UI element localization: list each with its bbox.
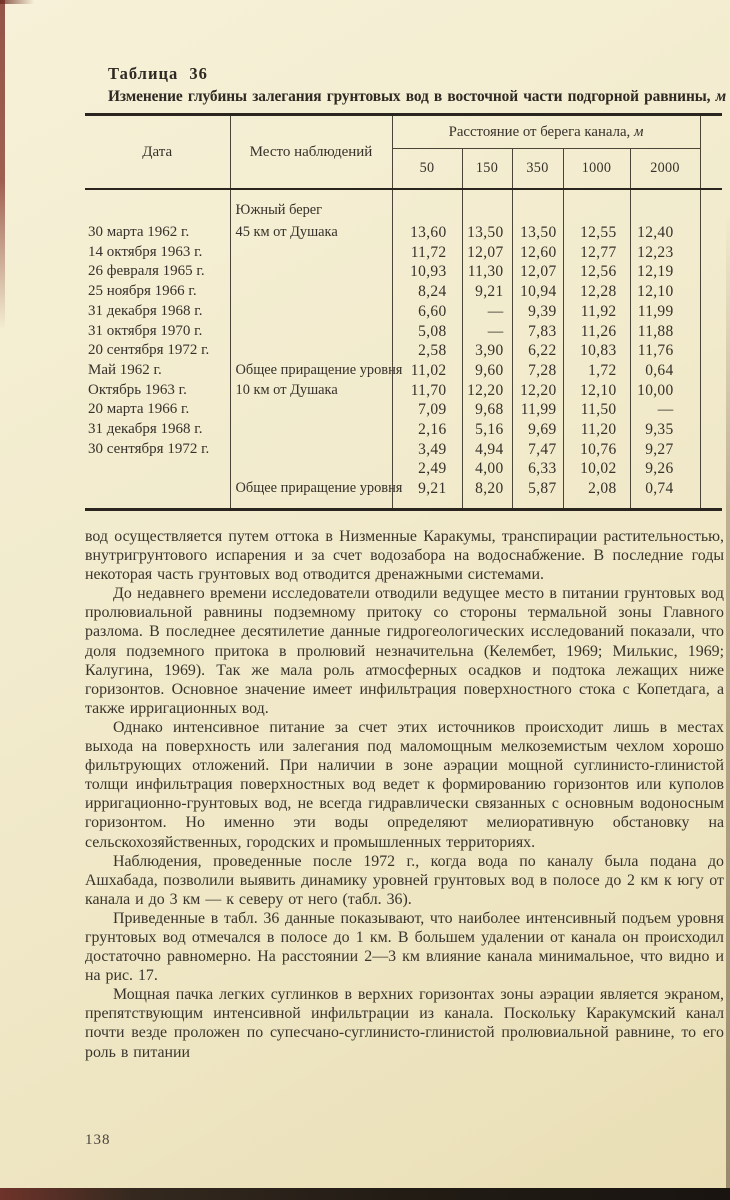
- table-row: [85, 302, 722, 322]
- gutter-cell: [700, 243, 722, 263]
- value-cell: 11,76: [630, 341, 700, 361]
- place-cell: [230, 282, 392, 302]
- table-caption-text: Изменение глубины залегания грунтовых вод в восточной части подгорной равнины,: [108, 88, 716, 105]
- scan-edge-left: [0, 0, 5, 330]
- date-cell: 20 марта 1966 г.: [85, 400, 230, 420]
- value-cell: 9,27: [630, 440, 700, 460]
- value-cell: 11,88: [630, 322, 700, 342]
- value-cell: 11,20: [563, 420, 630, 440]
- gutter-cell: [700, 302, 722, 322]
- column-header-distance-150: 150: [462, 149, 512, 190]
- value-cell: 12,10: [563, 381, 630, 401]
- value-cell: 6,33: [512, 459, 563, 479]
- date-cell: [85, 459, 230, 479]
- date-cell: 31 октября 1970 г.: [85, 322, 230, 342]
- value-cell: 11,92: [563, 302, 630, 322]
- value-cell: 7,28: [512, 361, 563, 381]
- table-row: [85, 420, 722, 440]
- value-cell: 9,35: [630, 420, 700, 440]
- page-number: 138: [85, 1132, 111, 1148]
- value-cell: 2,49: [392, 459, 462, 479]
- place-cell: [230, 322, 392, 342]
- paragraph: Наблюдения, проведенные после 1972 г., когда вода по каналу была подана до Ашхабада, позволили выявить динамику уровней грунтовых вод в полосе до 2 км к югу от канала и до 3 км — к северу от него (табл. 36).: [85, 852, 724, 908]
- column-header-distance-1000: 1000: [563, 149, 630, 190]
- groundwater-depth-table: [85, 113, 722, 511]
- table-row: [85, 189, 722, 223]
- value-cell: 12,55: [563, 223, 630, 243]
- table-caption-unit: м: [715, 88, 727, 105]
- table-row: [85, 282, 722, 302]
- gutter-cell: [700, 361, 722, 381]
- date-cell: [85, 189, 230, 223]
- value-cell: 11,30: [462, 262, 512, 282]
- table-row: [85, 322, 722, 342]
- scan-edge-top-left: [0, 0, 34, 4]
- value-cell: 2,08: [563, 479, 630, 509]
- value-cell: 6,22: [512, 341, 563, 361]
- table-row: [85, 459, 722, 479]
- gutter-cell: [700, 400, 722, 420]
- place-cell: [230, 243, 392, 263]
- value-cell: [512, 189, 563, 223]
- date-cell: Май 1962 г.: [85, 361, 230, 381]
- table-row: [85, 223, 722, 243]
- value-cell: 9,39: [512, 302, 563, 322]
- value-cell: 12,77: [563, 243, 630, 263]
- table-row: [85, 440, 722, 460]
- value-cell: 9,26: [630, 459, 700, 479]
- value-cell: 10,83: [563, 341, 630, 361]
- value-cell: 3,49: [392, 440, 462, 460]
- value-cell: 8,20: [462, 479, 512, 509]
- date-cell: Октябрь 1963 г.: [85, 381, 230, 401]
- date-cell: 30 сентября 1972 г.: [85, 440, 230, 460]
- table-row: [85, 262, 722, 282]
- date-cell: [85, 479, 230, 509]
- value-cell: 7,47: [512, 440, 563, 460]
- value-cell: 11,72: [392, 243, 462, 263]
- value-cell: 10,94: [512, 282, 563, 302]
- value-cell: 12,07: [512, 262, 563, 282]
- value-cell: 0,74: [630, 479, 700, 509]
- value-cell: [563, 189, 630, 223]
- place-cell: 45 км от Душака: [230, 223, 392, 243]
- column-header-distance-50: 50: [392, 149, 462, 190]
- gutter-cell: [700, 459, 722, 479]
- gutter-cell: [700, 381, 722, 401]
- value-cell: 9,68: [462, 400, 512, 420]
- value-cell: 5,87: [512, 479, 563, 509]
- table-label: Таблица 36: [108, 64, 208, 83]
- value-cell: 9,21: [462, 282, 512, 302]
- column-header-place: Место наблюдений: [230, 115, 392, 190]
- value-cell: 10,93: [392, 262, 462, 282]
- value-cell: 9,69: [512, 420, 563, 440]
- value-cell: 12,40: [630, 223, 700, 243]
- value-cell: 2,16: [392, 420, 462, 440]
- value-cell: —: [630, 400, 700, 420]
- date-cell: 14 октября 1963 г.: [85, 243, 230, 263]
- value-cell: 13,50: [512, 223, 563, 243]
- distance-group-text: Расстояние от берега канала,: [448, 123, 634, 140]
- value-cell: 10,76: [563, 440, 630, 460]
- distance-group-unit: м: [633, 123, 644, 140]
- table-row: [85, 400, 722, 420]
- value-cell: 6,60: [392, 302, 462, 322]
- gutter-cell: [700, 341, 722, 361]
- column-header-distance-group: [392, 115, 700, 149]
- table-row: [85, 361, 722, 381]
- gutter-cell: [700, 223, 722, 243]
- table-right-gutter: [700, 115, 722, 190]
- date-cell: 25 ноября 1966 г.: [85, 282, 230, 302]
- place-cell: Южный берег: [230, 189, 392, 223]
- gutter-cell: [700, 479, 722, 509]
- gutter-cell: [700, 262, 722, 282]
- value-cell: 11,99: [630, 302, 700, 322]
- date-cell: 30 марта 1962 г.: [85, 223, 230, 243]
- value-cell: 10,02: [563, 459, 630, 479]
- paragraph: Однако интенсивное питание за счет этих источников происходит лишь в местах выхода на поверхность или залегания под маломощным мелкоземистым чехлом хорошо фильтрующих отложений. При наличии в зоне аэрации мощной суглинисто-глинистой толщи инфильтрация поверхностных вод ведет к формированию горизонтов или куполов ирригационно-грунтовых вод, не всегда гидравлически связанных с основным водоносным горизонтом. Но именно эти воды определяют мелиоративную обстановку на сельскохозяйственных, городских и промышленных территориях.: [85, 718, 724, 851]
- value-cell: 12,07: [462, 243, 512, 263]
- value-cell: 11,99: [512, 400, 563, 420]
- date-cell: 31 декабря 1968 г.: [85, 302, 230, 322]
- value-cell: 4,94: [462, 440, 512, 460]
- value-cell: 11,26: [563, 322, 630, 342]
- column-header-distance-2000: 2000: [630, 149, 700, 190]
- paragraph: вод осуществляется путем оттока в Низменные Каракумы, транспирации растительностью, внутригрунтового испарения и за счет водозабора на водоснабжение. В последние годы некоторая часть грунтовых вод отводится дренажными системами.: [85, 528, 724, 584]
- value-cell: 12,23: [630, 243, 700, 263]
- gutter-cell: [700, 322, 722, 342]
- value-cell: [462, 189, 512, 223]
- table-row: [85, 479, 722, 509]
- date-cell: 20 сентября 1972 г.: [85, 341, 230, 361]
- value-cell: —: [462, 302, 512, 322]
- article-text: [85, 527, 724, 1062]
- value-cell: 5,16: [462, 420, 512, 440]
- value-cell: 9,21: [392, 479, 462, 509]
- place-cell: [230, 302, 392, 322]
- paragraph: Мощная пачка легких суглинков в верхних горизонтах зоны аэрации является экраном, препятствующим интенсивной инфильтрации из канала. Поскольку Каракумский канал почти везде проложен по супесчано-суглинисто-глинистой пролювиальной равнине, то его роль в питании: [85, 986, 724, 1061]
- value-cell: 11,50: [563, 400, 630, 420]
- table-row: [85, 243, 722, 263]
- place-cell: [230, 400, 392, 420]
- value-cell: 13,50: [462, 223, 512, 243]
- value-cell: 10,00: [630, 381, 700, 401]
- value-cell: 12,60: [512, 243, 563, 263]
- table-body: [85, 189, 722, 509]
- value-cell: 2,58: [392, 341, 462, 361]
- value-cell: 5,08: [392, 322, 462, 342]
- value-cell: [630, 189, 700, 223]
- place-cell: [230, 440, 392, 460]
- scan-edge-bottom: [0, 1188, 730, 1200]
- column-header-distance-350: 350: [512, 149, 563, 190]
- value-cell: 3,90: [462, 341, 512, 361]
- value-cell: 13,60: [392, 223, 462, 243]
- value-cell: 9,60: [462, 361, 512, 381]
- place-cell: [230, 262, 392, 282]
- value-cell: 7,09: [392, 400, 462, 420]
- paragraph: Приведенные в табл. 36 данные показывают, что наиболее интенсивный подъем уровня грунтовых вод отмечался в полосе до 1 км. В большем удалении от канала он происходил достаточно равномерно. На расстоянии 2—3 км влияние канала минимальное, что видно и на рис. 17.: [85, 909, 724, 985]
- paragraph: До недавнего времени исследователи отводили ведущее место в питании грунтовых вод пролювиальной равнины подземному притоку со стороны термальной зоны Главного разлома. В последнее десятилетие данные гидрогеологических исследований показали, что доля подземного притока в пролювий незначительна (Келембет, 1969; Милькис, 1969; Калугина, 1969). Так же мала роль атмосферных осадков и подтока лежащих ниже горизонтов. Основное значение имеет инфильтрация поверхностного стока с Копетдага, а также ирригационных вод.: [85, 585, 724, 717]
- value-cell: 12,20: [462, 381, 512, 401]
- value-cell: 0,64: [630, 361, 700, 381]
- column-header-date: Дата: [85, 115, 230, 190]
- gutter-cell: [700, 440, 722, 460]
- gutter-cell: [700, 420, 722, 440]
- value-cell: 8,24: [392, 282, 462, 302]
- place-cell: [230, 420, 392, 440]
- place-cell: [230, 459, 392, 479]
- table-row: [85, 341, 722, 361]
- value-cell: 12,20: [512, 381, 563, 401]
- place-cell: 10 км от Душака: [230, 381, 392, 401]
- value-cell: 12,56: [563, 262, 630, 282]
- value-cell: 1,72: [563, 361, 630, 381]
- gutter-cell: [700, 282, 722, 302]
- value-cell: 11,70: [392, 381, 462, 401]
- value-cell: 12,19: [630, 262, 700, 282]
- value-cell: 11,02: [392, 361, 462, 381]
- table-row: [85, 381, 722, 401]
- table-header-row-1: [85, 115, 722, 149]
- scan-edge-right: [726, 210, 730, 1192]
- value-cell: 7,83: [512, 322, 563, 342]
- value-cell: —: [462, 322, 512, 342]
- value-cell: 12,10: [630, 282, 700, 302]
- place-cell: [230, 341, 392, 361]
- place-cell: Общее приращение уровня: [230, 479, 392, 509]
- value-cell: 12,28: [563, 282, 630, 302]
- value-cell: 4,00: [462, 459, 512, 479]
- value-cell: [392, 189, 462, 223]
- date-cell: 31 декабря 1968 г.: [85, 420, 230, 440]
- table-caption: [108, 88, 726, 106]
- date-cell: 26 февраля 1965 г.: [85, 262, 230, 282]
- gutter-cell: [700, 189, 722, 223]
- place-cell: Общее приращение уровня: [230, 361, 392, 381]
